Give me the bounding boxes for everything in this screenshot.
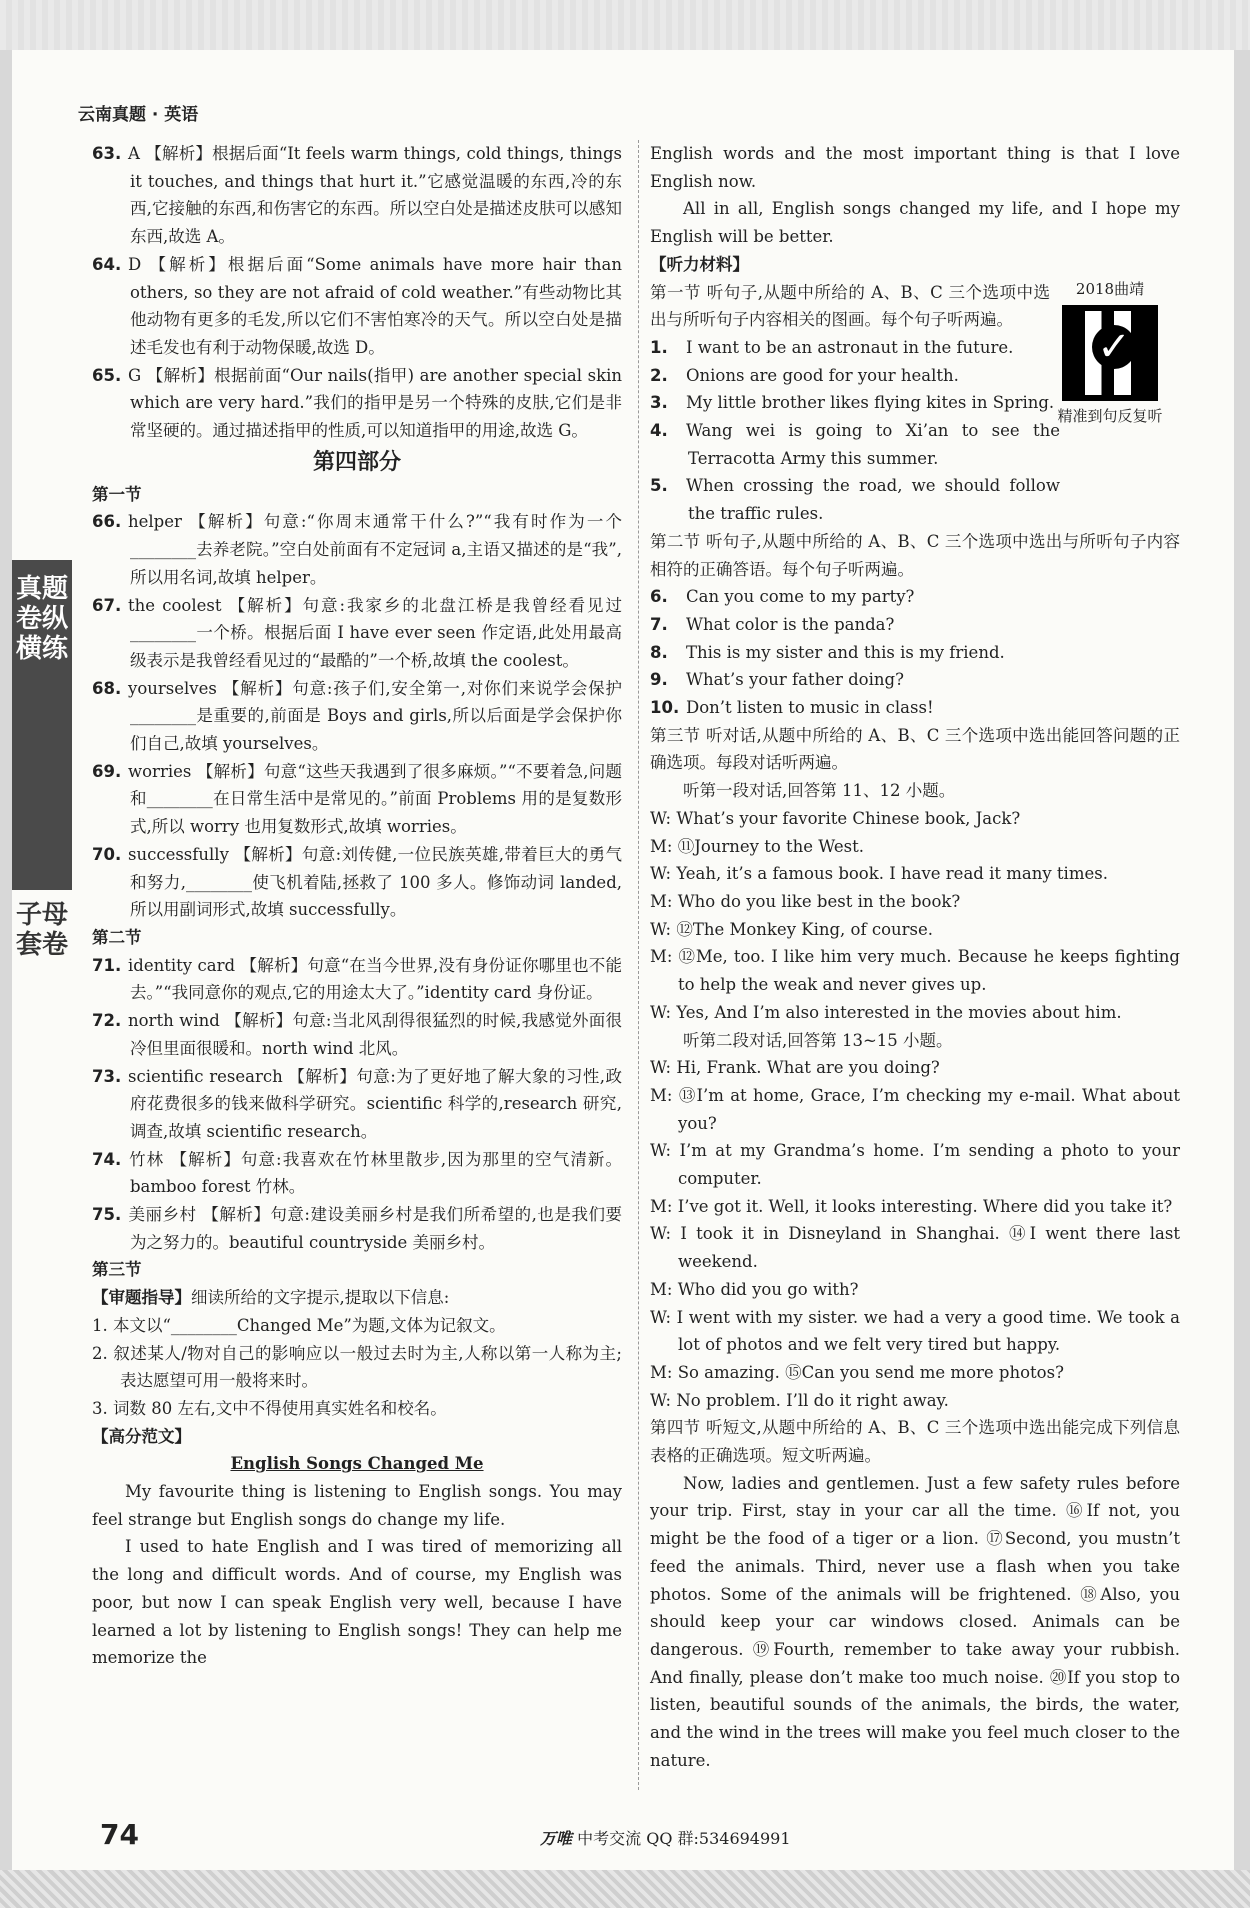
item-number: 6. <box>650 587 668 607</box>
answer-list-top <box>92 140 622 445</box>
list-item <box>650 334 1060 362</box>
answer-list-sec2 <box>92 952 622 1257</box>
item-text: successfully 【解析】句意:刘传健,一位民族英雄,带着巨大的勇气和努力,________使飞机着陆,拯救了 100 多人。修饰动词 landed,所以用副词形式,故填 successfully。 <box>128 844 622 920</box>
list-item <box>92 251 622 362</box>
text-line: W: ⑫The Monkey King, of course. <box>650 919 933 939</box>
item-text: G 【解析】根据前面“Our nails(指甲) are another special skin which are very hard.”我们的指甲是另一个特殊的皮肤,它们是非常坚硬的。通过描述指甲的性质,可以知道指甲的用途,故选 G。 <box>128 365 622 441</box>
list-item <box>650 389 1060 417</box>
list-item <box>92 362 622 445</box>
item-number: 70. <box>92 844 122 864</box>
list-item <box>650 666 1180 694</box>
text-line: M: ⑬I’m at home, Grace, I’m checking my e-mail. What about you? <box>650 1085 1180 1133</box>
item-number: 2. <box>650 365 668 385</box>
item-text: Can you come to my party? <box>686 587 915 607</box>
list-item <box>92 758 622 841</box>
item-text: worries 【解析】句意“这些天我遇到了很多麻烦。”“不要着急,问题和________在日常生活中是常见的。”前面 Problems 用的是复数形式,所以 worry 也用复数形式,故填 worries。 <box>128 761 622 837</box>
list-item <box>92 140 622 251</box>
list-item <box>650 694 1180 722</box>
footer <box>540 1826 791 1849</box>
item-text: north wind 【解析】句意:当北风刮得很猛烈的时候,我感觉外面很冷但里面很暖和。north wind 北风。 <box>128 1011 622 1058</box>
item-text: Don’t listen to music in class! <box>686 698 934 718</box>
guide-text: 细读所给的文字提示,提取以下信息: <box>191 1288 450 1308</box>
list-item <box>92 508 622 591</box>
item-number: 72. <box>92 1011 122 1031</box>
item-text: identity card 【解析】句意“在当今世界,没有身份证你哪里也不能去。”“我同意你的观点,它的用途太大了。”identity card 身份证。 <box>128 955 622 1003</box>
item-text: 美丽乡村 【解析】句意:建设美丽乡村是我们所希望的,也是我们要为之努力的。beautiful countryside 美丽乡村。 <box>128 1205 622 1252</box>
side-tab: 真题卷纵横练 <box>12 560 72 890</box>
text-line: 3. 词数 80 左右,文中不得使用真实姓名和校名。 <box>92 1398 447 1418</box>
essay-paragraph-1: My favourite thing is listening to English songs. You may feel strange but English songs do change my life. <box>92 1482 622 1529</box>
part-title: 第四部分 <box>312 449 401 475</box>
text-line: W: Yeah, it’s a famous book. I have read it many times. <box>650 864 1108 884</box>
guide-line <box>92 1284 622 1312</box>
column-divider <box>638 140 639 1790</box>
text-line: W: I went with my sister. we had a very a good time. We took a lot of photos and we felt very tired but happy. <box>650 1307 1180 1355</box>
listening-passage: Now, ladies and gentlemen. Just a few safety rules before your trip. First, stay in your car all the time. ⑯If not, you might be the food of a tiger or a lion. ⑰Second, you mustn’t feed the animals. Third, never use a flash when you take photos. Some of the animals will be frightened. ⑱Also, you should keep your car windows closed. Animals can be dangerous. ⑲Fourth, remember to take away your rubbish. And finally, please don’t make too much noise. ⑳If you stop to listen, beautiful sounds of the animals, the birds, the water, and the wind in the trees will make you feel much closer to the nature. <box>650 1473 1180 1770</box>
item-number: 67. <box>92 595 122 615</box>
item-text: Wang wei is going to Xi’an to see the Terracotta Army this summer. <box>686 421 1060 468</box>
running-header: 云南真题 · 英语 <box>78 105 199 125</box>
scan-top-strip <box>0 0 1250 50</box>
text-line: W: Yes, And I’m also interested in the movies about him. <box>650 1002 1122 1022</box>
item-number: 69. <box>92 761 122 781</box>
listening-section-4: 第四节 听短文,从题中所给的 A、B、C 三个选项中选出能完成下列信息表格的正确选项。短文听两遍。 <box>650 1418 1180 1466</box>
item-text: D 【解析】根据后面“Some animals have more hair than others, so they are not afraid of cold weather.”有些动物比其他动物有更多的毛发,所以它们不害怕寒冷的天气。所以空白处是描述毛发也有利于动物保暖,故选 D。 <box>128 254 622 357</box>
list-item <box>92 592 622 675</box>
list-item <box>650 611 1180 639</box>
list-item <box>92 1146 622 1201</box>
item-number: 1. <box>650 337 668 357</box>
item-number: 4. <box>650 421 668 441</box>
item-number: 3. <box>650 393 668 413</box>
guide-points <box>92 1312 622 1423</box>
listening-section-1: 第一节 听句子,从题中所给的 A、B、C 三个选项中选出与所听句子内容相关的图画。每个句子听两遍。 <box>650 282 1050 330</box>
essay-paragraph-3: All in all, English songs changed my life, and I hope my English will be better. <box>650 199 1180 247</box>
item-number: 9. <box>650 670 668 690</box>
text-line: M: I’ve got it. Well, it looks interesting. Where did you take it? <box>650 1196 1173 1216</box>
dialogue-1-intro: 听第一段对话,回答第 11、12 小题。 <box>683 781 956 801</box>
item-text: I want to be an astronaut in the future. <box>686 337 1014 357</box>
list-item <box>92 675 622 758</box>
text-line: 1. 本文以“________Changed Me”为题,文体为记叙文。 <box>92 1315 506 1335</box>
text-line: W: Hi, Frank. What are you doing? <box>650 1058 940 1078</box>
left-column <box>92 140 622 1672</box>
item-text: This is my sister and this is my friend. <box>686 642 1005 662</box>
qr-block[interactable] <box>1050 278 1170 426</box>
answer-list-sec1 <box>92 508 622 924</box>
text-line: W: What’s your favorite Chinese book, Jack? <box>650 808 1021 828</box>
text-line: W: No problem. I’ll do it right away. <box>650 1390 949 1410</box>
list-item <box>92 841 622 924</box>
item-number: 66. <box>92 512 122 532</box>
list-item <box>92 1201 622 1256</box>
list-item <box>650 583 1180 611</box>
dialogue-2 <box>650 1054 1180 1414</box>
item-number: 64. <box>92 254 122 274</box>
essay-continuation: English words and the most important thing is that I love English now. <box>650 144 1180 191</box>
item-number: 10. <box>650 698 680 718</box>
text-line: M: Who did you go with? <box>650 1279 859 1299</box>
item-text: Onions are good for your health. <box>686 365 959 385</box>
list-item <box>650 639 1180 667</box>
list-item <box>92 1063 622 1146</box>
item-text: What’s your father doing? <box>686 670 904 690</box>
item-text: My little brother likes flying kites in Spring. <box>686 393 1055 413</box>
footer-brand-logo: 万唯 <box>540 1829 573 1848</box>
text-line: 2. 叙述某人/物对自己的影响应以一般过去时为主,人称以第一人称为主;表达愿望可用一般将来时。 <box>92 1343 622 1391</box>
footer-text: 中考交流 QQ 群:534694991 <box>577 1829 791 1848</box>
item-number: 63. <box>92 144 122 163</box>
item-number: 5. <box>650 476 668 496</box>
text-line: W: I’m at my Grandma’s home. I’m sending a photo to your computer. <box>650 1141 1180 1189</box>
model-label: 【高分范文】 <box>92 1426 191 1446</box>
listening-label: 【听力材料】 <box>650 254 749 274</box>
text-line: W: I took it in Disneyland in Shanghai. ⑭I went there last weekend. <box>650 1224 1180 1272</box>
page-number: 74 <box>100 1818 139 1851</box>
essay-title: English Songs Changed Me <box>230 1454 484 1474</box>
qr-caption: 精准到句反复听 <box>1057 407 1163 425</box>
item-text: yourselves 【解析】句意:孩子们,安全第一,对你们来说学会保护________是重要的,前面是 Boys and girls,所以后面是学会保护你们自己,故填 yourselves。 <box>128 678 622 754</box>
list-item <box>650 417 1060 472</box>
list-item <box>650 362 1060 390</box>
side-tab-secondary: 子母套卷 <box>15 900 68 960</box>
text-line: M: So amazing. ⑮Can you send me more photos? <box>650 1362 1064 1382</box>
item-number: 7. <box>650 614 668 634</box>
scan-bottom-strip <box>0 1870 1250 1908</box>
item-number: 74. <box>92 1149 122 1169</box>
item-number: 65. <box>92 365 122 385</box>
guide-label: 【审题指导】 <box>92 1288 191 1308</box>
item-number: 73. <box>92 1066 122 1086</box>
item-text: What color is the panda? <box>686 614 895 634</box>
item-number: 68. <box>92 678 122 698</box>
item-number: 71. <box>92 955 122 975</box>
text-line: M: ⑪Journey to the West. <box>650 836 865 856</box>
listening-items-2 <box>650 583 1180 722</box>
list-item <box>92 1007 622 1062</box>
section-heading-1: 第一节 <box>92 484 142 504</box>
item-number: 8. <box>650 642 668 662</box>
qr-code-icon[interactable] <box>1062 305 1158 401</box>
dialogue-1 <box>650 805 1180 1027</box>
item-text: the coolest 【解析】句意:我家乡的北盘江桥是我曾经看见过________一个桥。根据后面 I have ever seen 作定语,此处用最高级表示是我曾经看见过的“最酷的”一个桥,故填 the coolest。 <box>128 595 622 670</box>
section-heading-2: 第二节 <box>92 927 142 947</box>
listening-section-3: 第三节 听对话,从题中所给的 A、B、C 三个选项中选出能回答问题的正确选项。每段对话听两遍。 <box>650 725 1180 773</box>
item-text: helper 【解析】句意:“你周末通常干什么?”“我有时作为一个________去养老院。”空白处前面有不定冠词 a,主语又描述的是“我”,所以用名词,故填 helper。 <box>128 512 622 587</box>
text-line: M: ⑫Me, too. I like him very much. Because he keeps fighting to help the weak and never gives up. <box>650 947 1180 995</box>
listening-section-2: 第二节 听句子,从题中所给的 A、B、C 三个选项中选出与所听句子内容相符的正确答语。每个句子听两遍。 <box>650 531 1180 579</box>
item-text: scientific research 【解析】句意:为了更好地了解大象的习性,政府花费很多的钱来做科学研究。scientific 科学的,research 研究,调查,故填 scientific research。 <box>128 1066 622 1141</box>
list-item <box>650 472 1060 527</box>
section-heading-3: 第三节 <box>92 1260 142 1280</box>
item-text: When crossing the road, we should follow the traffic rules. <box>686 476 1060 524</box>
item-text: A 【解析】根据后面“It feels warm things, cold things, things it touches, and things that hurt it.”它感觉温暖的东西,冷的东西,它接触的东西,和伤害它的东西。所以空白处是描述皮肤可以感知东西,故选 A。 <box>128 144 622 247</box>
item-text: 竹林 【解析】句意:我喜欢在竹林里散步,因为那里的空气清新。bamboo forest 竹林。 <box>128 1149 622 1197</box>
text-line: M: Who do you like best in the book? <box>650 891 961 911</box>
essay-paragraph-2: I used to hate English and I was tired of memorizing all the long and difficult words. And of course, my English was poor, but now I can speak English very well, because I have learned a lot by listening to English songs! They can help me memorize the <box>92 1537 622 1668</box>
qr-title: 2018曲靖 <box>1075 280 1145 298</box>
item-number: 75. <box>92 1205 122 1225</box>
list-item <box>92 952 622 1007</box>
dialogue-2-intro: 听第二段对话,回答第 13~15 小题。 <box>683 1030 953 1050</box>
